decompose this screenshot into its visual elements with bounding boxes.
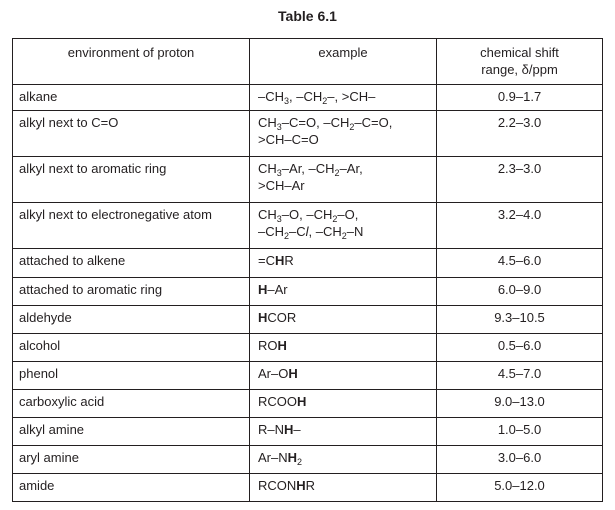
environment-cell: alkyl amine: [13, 418, 250, 446]
header-environment: environment of proton: [13, 39, 250, 85]
table-row: [13, 278, 603, 306]
environment-cell: alkyl next to electronegative atom: [13, 203, 250, 249]
example-cell: [250, 85, 437, 111]
header-row: [13, 39, 603, 85]
example-cell: [250, 278, 437, 306]
table-row: [13, 418, 603, 446]
shift-range-cell: 2.3–3.0: [437, 157, 603, 203]
example-cell: [250, 418, 437, 446]
table-row: [13, 157, 603, 203]
table-row: [13, 362, 603, 390]
chemical-shift-table: [12, 38, 603, 502]
shift-range-cell: 6.0–9.0: [437, 278, 603, 306]
shift-range-cell: 5.0–12.0: [437, 474, 603, 502]
table-row: [13, 203, 603, 249]
example-line: Ar–OH: [258, 366, 298, 381]
table-row: [13, 111, 603, 157]
example-line: $-CH_3$, $-CH_2-$, >CH–: [258, 89, 376, 106]
example-line: >CH–C=O: [258, 132, 319, 147]
example-line: RCONHR: [258, 478, 316, 493]
example-cell: [250, 474, 437, 502]
example-cell: [250, 390, 437, 418]
table-row: [13, 249, 603, 278]
header-example: example: [250, 39, 437, 85]
example-cell: [250, 157, 437, 203]
example-line: HCOR: [258, 310, 297, 325]
example-line: ROH: [258, 338, 287, 353]
table-title: Table 6.1: [278, 8, 337, 24]
shift-range-cell: 9.0–13.0: [437, 390, 603, 418]
table-row: [13, 334, 603, 362]
example-line: $Ar-NH_2$: [258, 450, 303, 467]
header-chemical-shift: [437, 39, 603, 85]
environment-cell: alkyl next to C=O: [13, 111, 250, 157]
environment-cell: aldehyde: [13, 306, 250, 334]
example-line: $-CH_2-Cl$, $-CH_2-N$: [258, 224, 364, 241]
example-line: $CH_3-Ar$, $-CH_2-Ar$,: [258, 161, 363, 178]
example-cell: [250, 203, 437, 249]
table-row: [13, 390, 603, 418]
shift-range-cell: 1.0–5.0: [437, 418, 603, 446]
example-cell: [250, 111, 437, 157]
environment-cell: attached to alkene: [13, 249, 250, 278]
environment-cell: alcohol: [13, 334, 250, 362]
shift-range-cell: 2.2–3.0: [437, 111, 603, 157]
table-row: [13, 85, 603, 111]
header-shift-line2: range, δ/ppm: [481, 62, 558, 77]
environment-cell: attached to aromatic ring: [13, 278, 250, 306]
shift-range-cell: 4.5–6.0: [437, 249, 603, 278]
header-shift-line1: chemical shift: [480, 45, 559, 60]
example-line: =CHR: [258, 253, 294, 268]
example-cell: [250, 446, 437, 474]
environment-cell: phenol: [13, 362, 250, 390]
example-line: H–Ar: [258, 282, 288, 297]
environment-cell: alkyl next to aromatic ring: [13, 157, 250, 203]
table-body: [13, 85, 603, 502]
shift-range-cell: 0.5–6.0: [437, 334, 603, 362]
example-line: R–NH–: [258, 422, 301, 437]
environment-cell: amide: [13, 474, 250, 502]
table-row: [13, 446, 603, 474]
table-row: [13, 306, 603, 334]
example-cell: [250, 306, 437, 334]
table-row: [13, 474, 603, 502]
environment-cell: aryl amine: [13, 446, 250, 474]
example-cell: [250, 362, 437, 390]
example-line: $CH_3-C=O$, $-CH_2-C=O$,: [258, 115, 393, 132]
environment-cell: carboxylic acid: [13, 390, 250, 418]
example-cell: [250, 334, 437, 362]
example-line: RCOOH: [258, 394, 307, 409]
example-cell: [250, 249, 437, 278]
shift-range-cell: 0.9–1.7: [437, 85, 603, 111]
shift-range-cell: 3.2–4.0: [437, 203, 603, 249]
shift-range-cell: 3.0–6.0: [437, 446, 603, 474]
example-line: $CH_3-O$, $-CH_2-O$,: [258, 207, 359, 224]
example-line: >CH–Ar: [258, 178, 305, 193]
environment-cell: alkane: [13, 85, 250, 111]
shift-range-cell: 9.3–10.5: [437, 306, 603, 334]
shift-range-cell: 4.5–7.0: [437, 362, 603, 390]
